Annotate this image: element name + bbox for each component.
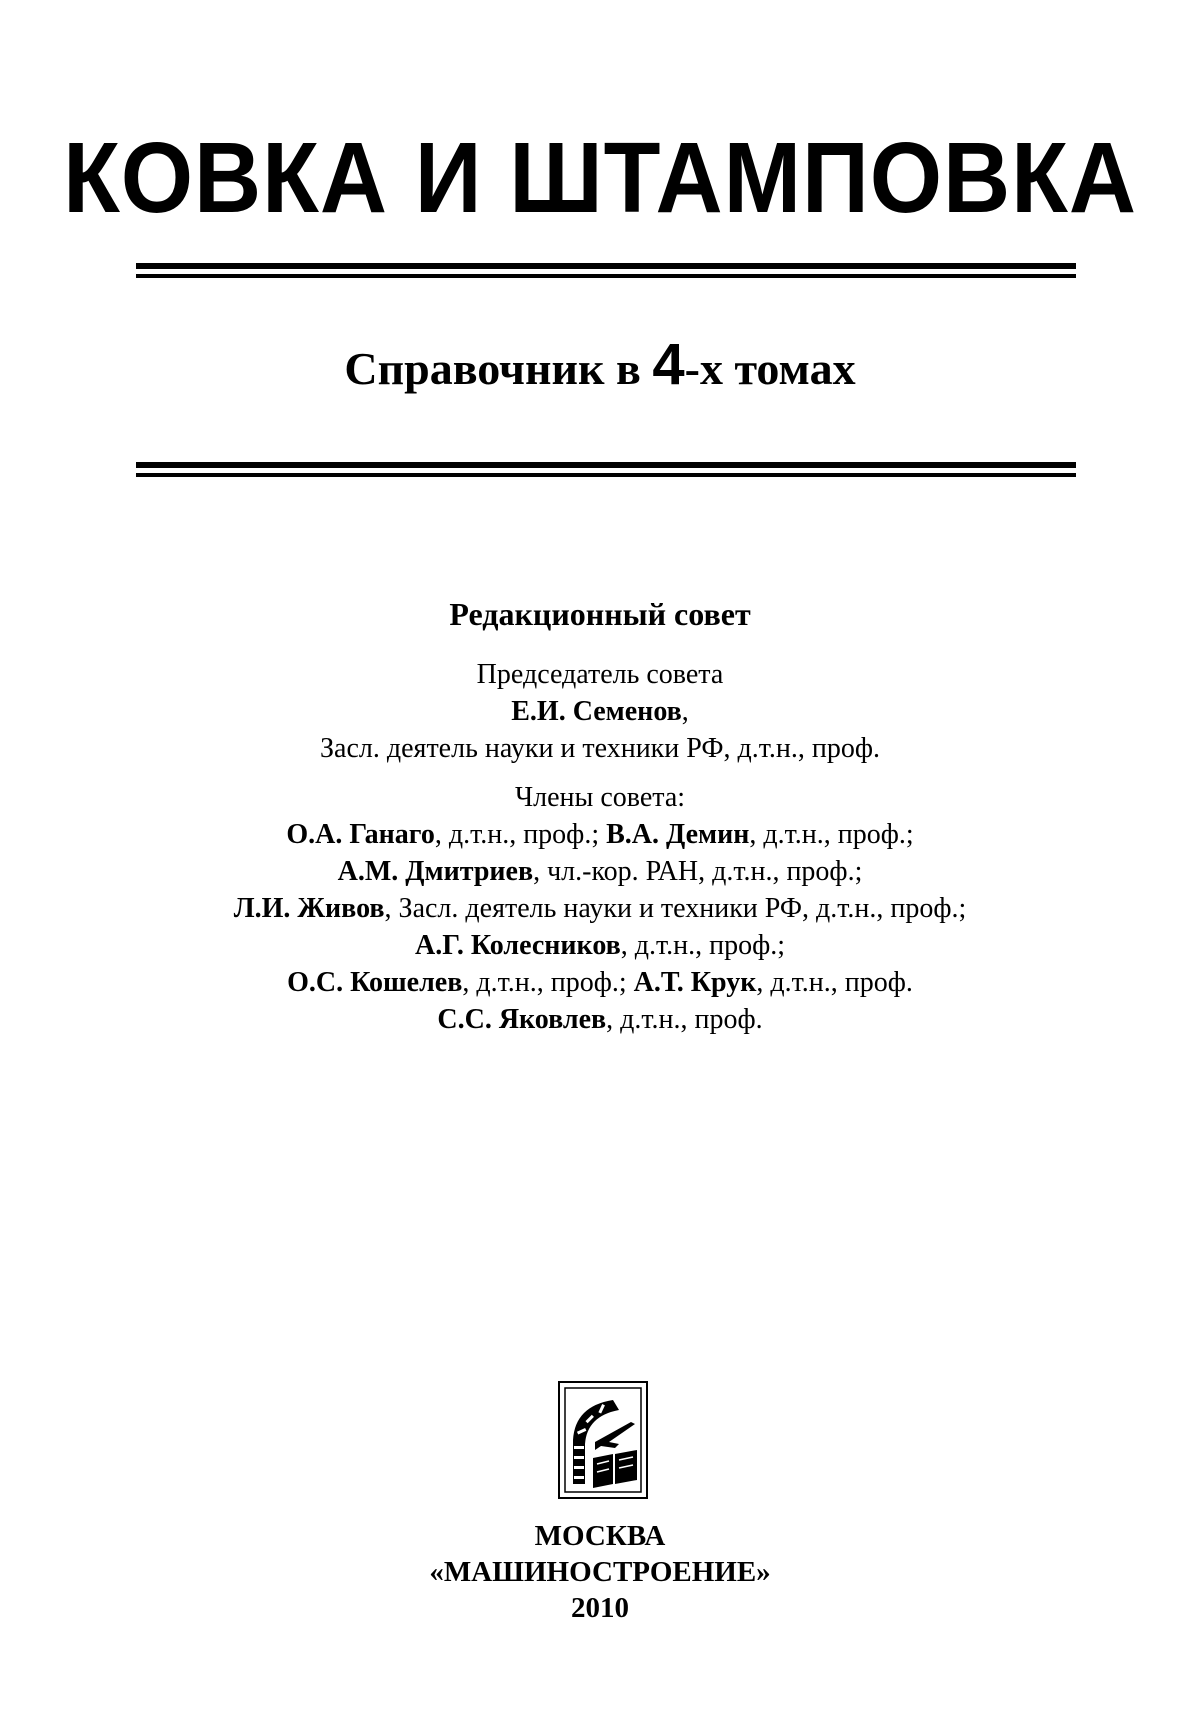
editorial-board-heading: Редакционный совет xyxy=(449,596,751,632)
member-credentials: , д.т.н., проф.; xyxy=(749,819,914,850)
double-rule-top xyxy=(136,263,1076,281)
member-credentials: , д.т.н., проф. xyxy=(606,1004,763,1035)
rule-thin-line xyxy=(136,274,1076,278)
subtitle-text-before: Справочник в xyxy=(344,343,653,394)
chair-title: Засл. деятель науки и техники РФ, д.т.н., проф. xyxy=(320,733,880,764)
member-name: А.М. Дмитриев xyxy=(337,856,534,887)
double-rule-bottom xyxy=(136,462,1076,480)
member-line xyxy=(0,890,1200,927)
member-line xyxy=(0,927,1200,964)
book-title: КОВКА И ШТАМПОВКА xyxy=(63,122,1137,234)
rule-thick-line xyxy=(136,462,1076,468)
editorial-board xyxy=(0,592,1200,1038)
member-name: С.С. Яковлев xyxy=(437,1004,607,1035)
member-name: О.С. Кошелев xyxy=(287,967,463,998)
book-subtitle xyxy=(0,332,1200,399)
member-name: А.Т. Крук xyxy=(633,967,757,998)
imprint xyxy=(0,1518,1200,1626)
subtitle-volume-count: 4 xyxy=(652,332,685,397)
chair-label: Председатель совета xyxy=(476,659,724,690)
member-credentials: , д.т.н., проф.; xyxy=(620,930,786,961)
member-line xyxy=(0,816,1200,853)
member-credentials: , чл.-кор. РАН, д.т.н., проф.; xyxy=(533,856,863,887)
rule-thin-line xyxy=(136,473,1076,477)
member-credentials: , д.т.н., проф. xyxy=(756,967,913,998)
imprint-city: МОСКВА xyxy=(534,1520,666,1552)
spacer xyxy=(0,767,1200,779)
imprint-publisher: «МАШИНОСТРОЕНИЕ» xyxy=(429,1556,771,1588)
publisher-emblem-icon xyxy=(557,1380,649,1500)
member-credentials: , Засл. деятель науки и техники РФ, д.т.н., проф.; xyxy=(384,893,967,924)
member-name: В.А. Демин xyxy=(606,819,750,850)
member-credentials: , д.т.н., проф.; xyxy=(434,819,607,850)
rule-thick-line xyxy=(136,263,1076,269)
members-label: Члены совета: xyxy=(514,782,686,813)
chair-name-line xyxy=(0,693,1200,730)
member-name: А.Г. Колесников xyxy=(414,930,621,961)
member-credentials: , д.т.н., проф.; xyxy=(462,967,634,998)
imprint-year: 2010 xyxy=(571,1592,629,1624)
member-line xyxy=(0,964,1200,1001)
member-name: Л.И. Живов xyxy=(233,893,385,924)
subtitle-text-after: -х томах xyxy=(684,343,856,394)
chair-name-punct: , xyxy=(681,696,689,727)
member-line xyxy=(0,1001,1200,1038)
member-name: О.А. Ганаго xyxy=(286,819,435,850)
chair-name: Е.И. Семенов xyxy=(511,696,682,727)
member-line xyxy=(0,853,1200,890)
